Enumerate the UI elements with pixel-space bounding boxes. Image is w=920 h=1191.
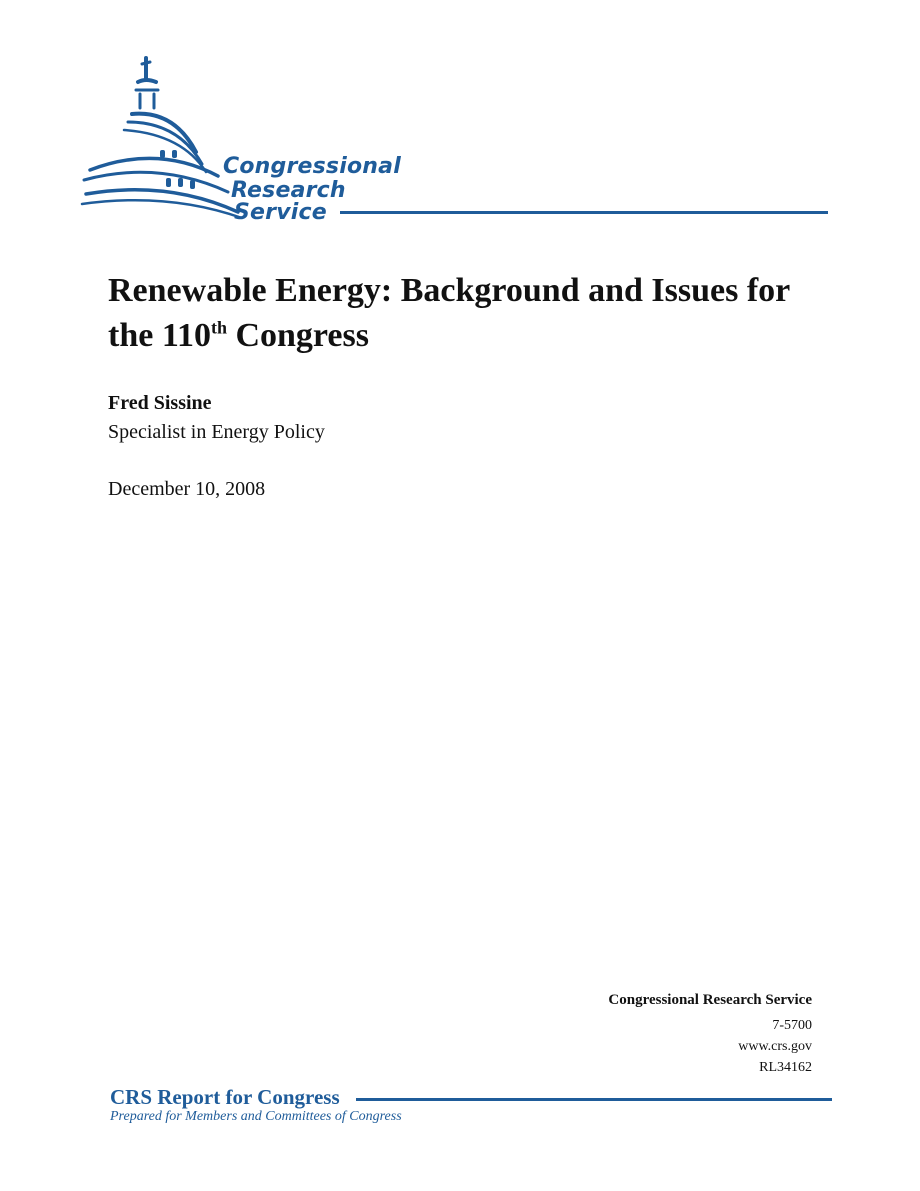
footer-title: CRS Report for Congress bbox=[110, 1085, 340, 1109]
author-role: Specialist in Energy Policy bbox=[108, 421, 325, 443]
footer-rule bbox=[356, 1098, 832, 1101]
header-rule bbox=[340, 211, 828, 214]
author-name: Fred Sissine bbox=[108, 392, 212, 414]
logo-line-3: Service bbox=[234, 200, 327, 225]
footer-subtitle: Prepared for Members and Committees of Congress bbox=[110, 1109, 402, 1124]
title-superscript: th bbox=[210, 317, 227, 338]
report-date: December 10, 2008 bbox=[108, 478, 266, 500]
title-part-1: Renewable Energy: Background and Issues for the 110 bbox=[108, 272, 790, 354]
logo-line-1: Congressional bbox=[223, 154, 401, 179]
crs-info-block bbox=[608, 990, 812, 1078]
logo-line-2: Research bbox=[231, 178, 346, 203]
crs-organization: Congressional Research Service bbox=[608, 992, 812, 1008]
crs-phone: 7-5700 bbox=[772, 1018, 812, 1033]
report-title bbox=[108, 268, 828, 358]
crs-logo bbox=[78, 52, 838, 232]
title-part-2: Congress bbox=[226, 317, 369, 354]
crs-report-number: RL34162 bbox=[759, 1060, 812, 1075]
capitol-dome-icon bbox=[78, 52, 248, 222]
crs-website: www.crs.gov bbox=[738, 1039, 812, 1054]
